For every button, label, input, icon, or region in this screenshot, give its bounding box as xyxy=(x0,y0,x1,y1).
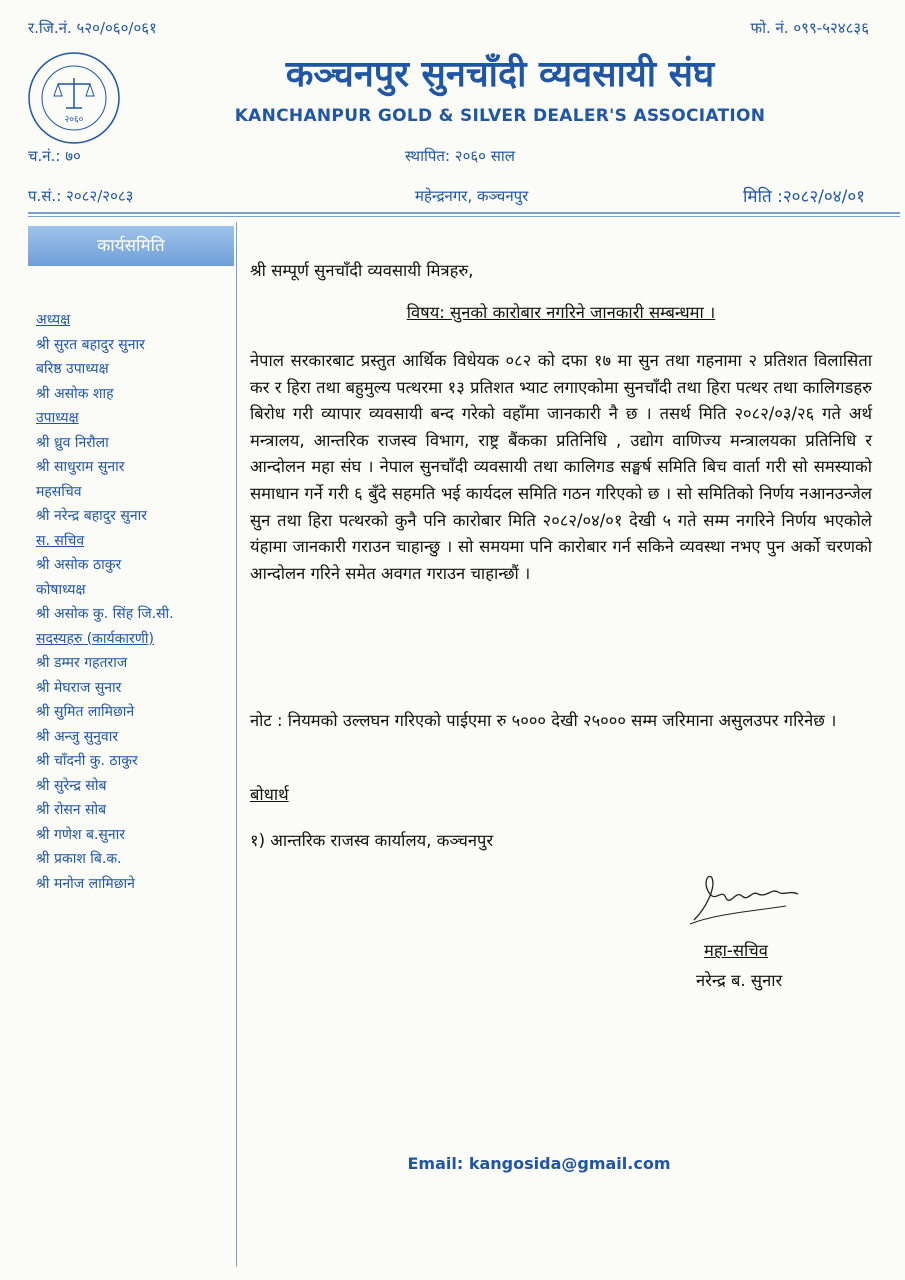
committee-member: श्री नरेन्द्र बहादुर सुनार xyxy=(36,508,147,524)
committee-member: श्री असोक कु. सिंह जि.सी. xyxy=(36,606,174,622)
cc-item: १) आन्तरिक राजस्व कार्यालय, कञ्चनपुर xyxy=(250,831,494,850)
letter-date: मिति :२०८२/०४/०१ xyxy=(743,187,865,207)
cha-number: च.नं.: ७० xyxy=(28,147,81,165)
address: महेन्द्रनगर, कञ्चनपुर xyxy=(415,187,529,205)
committee-member: स. सचिव xyxy=(36,532,85,549)
committee-member: अध्यक्ष xyxy=(36,312,71,328)
committee-member: महसचिव xyxy=(36,483,82,500)
signatory-title: महा-सचिव xyxy=(704,941,768,960)
committee-member: श्री अन्जु सुनुवार xyxy=(36,728,119,745)
signatory-name: नरेन्द्र ब. सुनार xyxy=(696,971,783,990)
committee-heading: कार्यसमिति xyxy=(28,226,234,266)
committee-member: श्री गणेश ब.सुनार xyxy=(36,826,125,843)
subject-line: विषय: सुनको कारोबार नगरिने जानकारी सम्बन्धमा । xyxy=(406,303,716,322)
salutation: श्री सम्पूर्ण सुनचाँदी व्यवसायी मित्रहरु, xyxy=(250,261,474,280)
signature xyxy=(686,868,806,928)
committee-member: श्री रोसन सोब xyxy=(36,802,107,818)
committee-member: उपाध्यक्ष xyxy=(36,410,79,426)
note: नोट : नियमको उल्लघन गरिएको पाईएमा रु ५००० देखी २५००० सम्म जरिमाना असुलउपर गरिनेछ । xyxy=(250,711,837,730)
header-divider-thin xyxy=(28,216,900,217)
pa-sa-number: प.सं.: २०८२/२०८३ xyxy=(28,187,134,205)
association-name-nepali: कञ्चनपुर सुनचाँदी व्यवसायी संघ xyxy=(285,54,715,95)
committee-member: श्री ध्रुव निरौला xyxy=(36,434,109,451)
committee-member: बरिष्ठ उपाध्यक्ष xyxy=(36,361,109,377)
association-name-english: KANCHANPUR GOLD & SILVER DEALER'S ASSOCIATION xyxy=(234,106,766,126)
committee-member: श्री असोक ठाकुर xyxy=(36,557,122,573)
established-year: स्थापित: २०६० साल xyxy=(405,147,515,165)
header-divider xyxy=(28,212,900,214)
committee-member: श्री साधुराम सुनार xyxy=(36,459,125,475)
committee-member: श्री मेघराज सुनार xyxy=(36,679,122,696)
committee-member-list xyxy=(36,308,236,896)
sidebar-divider xyxy=(236,222,237,1267)
committee-member: श्री चाँदनी कु. ठाकुर xyxy=(36,753,138,769)
footer-email[interactable]: Email: kangosida@gmail.com xyxy=(407,1154,671,1173)
letter-body: नेपाल सरकारबाट प्रस्तुत आर्थिक विधेयक ०८२ को दफा १७ मा सुन तथा गहनामा २ प्रतिशत विलासिता कर र हिरा तथा बहुमुल्य पत्थरमा १३ प्रतिशत भ्याट लगाएकोमा सुनचाँदी तथा हिरा पत्थर तथा कालिगडहरु बिरोध गरी व्यापार व्यवसायी बन्द गरेको वहाँमा जानकारी नै छ । तसर्थ मिति २०८२/०३/२६ गते अर्थ मन्त्रालय, आन्तरिक राजस्व विभाग, राष्ट्र बैंकका प्रतिनिधि , उद्योग वाणिज्य मन्त्रालयका प्रतिनिधि र आन्दोलन महा संघ । नेपाल सुनचाँदी व्यवसायी तथा कालिगड सङ्घर्ष समिति बिच वार्ता गरी सो समस्याको समाधान गर्ने गरी ६ बुँदे सहमति भई कार्यदल समिति गठन गरिएको छ । सो समितिको निर्णय नआनउन्जेल सुन तथा हिरा पत्थरको कुनै पनि कारोबार मिति २०८२/०४/०१ देखी ५ गते सम्म नगरिने निर्णय भएकोले यंहामा जानकारी गराउन चाहान्छु । सो समयमा पनि कारोबार गर्न सकिने व्यवस्था नभए पुन अर्को चरणको आन्दोलन गरिने समेत अवगत गराउन चाहान्छौं । xyxy=(250,351,872,583)
committee-member: श्री डम्मर गहतराज xyxy=(36,655,128,671)
committee-member: श्री असोक शाह xyxy=(36,385,114,402)
committee-member: श्री सुरत बहादुर सुनार xyxy=(36,336,145,353)
phone-number: फो. नं. ०९९-५२४८३६ xyxy=(750,19,869,37)
committee-member: श्री प्रकाश बि.क. xyxy=(36,851,122,867)
association-seal xyxy=(26,50,122,146)
committee-member: श्री सुरेन्द्र सोब xyxy=(36,777,107,794)
registration-number: र.जि.नं. ५२०/०६०/०६१ xyxy=(28,19,157,37)
committee-member: श्री सुमित लामिछाने xyxy=(36,704,135,720)
seal-year: २०६० xyxy=(64,115,84,125)
bodharth-heading: बोधार्थ xyxy=(250,785,289,804)
committee-member: श्री मनोज लामिछाने xyxy=(36,875,135,892)
committee-member: कोषाध्यक्ष xyxy=(36,581,86,598)
committee-member: सदस्यहरु (कार्यकारणी) xyxy=(36,630,154,647)
